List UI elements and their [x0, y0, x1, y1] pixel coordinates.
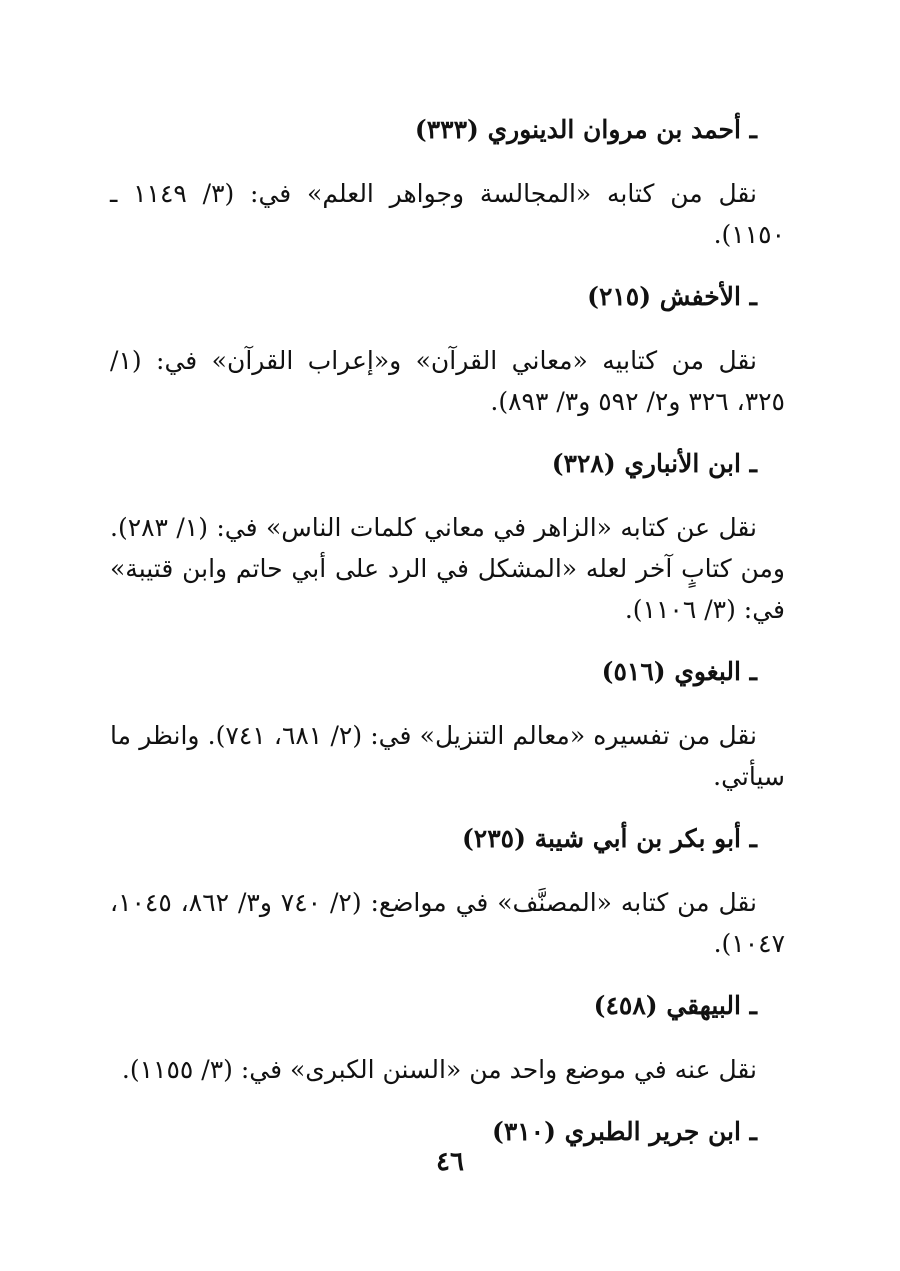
entry-body: نقل من كتابه «المصنَّف» في مواضع: (٢/ ٧٤٠ و٣/ ٨٦٢، ١٠٤٥، ١٠٤٧). — [110, 888, 785, 958]
entry-body: نقل من كتابيه «معاني القرآن» و«إعراب القرآن» في: (١/ ٣٢٥، ٣٢٦ و٢/ ٥٩٢ و٣/ ٨٩٣). — [110, 346, 785, 416]
page-number: ٤٦ — [436, 1147, 464, 1177]
entry-title: ـ ابن الأنباري (٣٢٨) — [551, 449, 757, 478]
entry-body: نقل من كتابه «المجالسة وجواهر العلم» في: (٣/ ١١٤٩ ـ ١١٥٠). — [110, 179, 785, 249]
entry-title: ـ أحمد بن مروان الدينوري (٣٣٣) — [414, 115, 757, 144]
entry-body: نقل عنه في موضع واحد من «السنن الكبرى» في: (٣/ ١١٥٥). — [121, 1055, 757, 1084]
entry-title: ـ البغوي (٥١٦) — [601, 657, 757, 686]
entry-title: ـ الأخفش (٢١٥) — [587, 282, 757, 311]
entry-title: ـ البيهقي (٤٥٨) — [593, 991, 757, 1020]
entry-title: ـ أبو بكر بن أبي شيبة (٢٣٥) — [461, 824, 757, 853]
entry-body: نقل من تفسيره «معالم التنزيل» في: (٢/ ٦٨١، ٧٤١). وانظر ما سيأتي. — [110, 721, 785, 791]
entry-body: نقل عن كتابه «الزاهر في معاني كلمات الناس» في: (١/ ٢٨٣). ومن كتابٍ آخر لعله «المشكل في الرد على أبي حاتم وابن قتيبة» في: (٣/ ١١٠٦). — [110, 513, 785, 624]
page-content — [110, 108, 785, 1154]
entry-title: ـ ابن جرير الطبري (٣١٠) — [491, 1117, 757, 1146]
